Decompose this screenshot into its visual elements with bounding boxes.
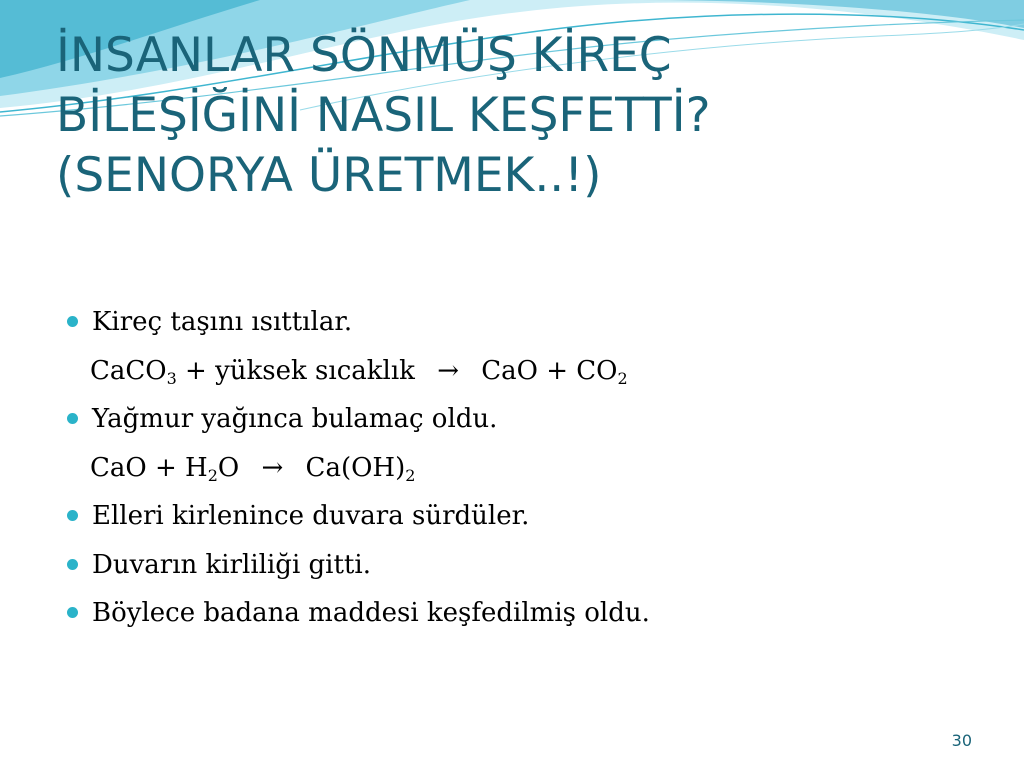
formula-part: + yüksek sıcaklık (176, 355, 415, 386)
bullet-text: Elleri kirlenince duvara sürdüler. (92, 501, 530, 531)
page-number: 30 (951, 731, 972, 750)
bullet-text: Yağmur yağınca bulamaç oldu. (92, 404, 498, 434)
bullet-item-5 (64, 589, 984, 638)
bullet-text: Kireç taşını ısıttılar. (92, 307, 353, 337)
bullet-item-4 (64, 541, 984, 590)
bullet-item-3 (64, 492, 984, 541)
bullet-dot-icon (67, 607, 78, 618)
slide-title (56, 26, 996, 206)
reaction-arrow-icon: → (261, 452, 284, 483)
formula-part: Ca(OH) (305, 452, 406, 483)
formula-part: O (217, 452, 240, 483)
bullet-text: Duvarın kirliliği gitti. (92, 549, 371, 580)
bullet-dot-icon (67, 316, 78, 327)
formula-part: CaCO (90, 355, 167, 386)
bullet-item-1 (64, 298, 984, 347)
formula-1 (64, 347, 984, 396)
content-list (64, 298, 984, 638)
formula-part: CaO + H (90, 452, 208, 483)
reaction-arrow-icon: → (437, 355, 459, 386)
formula-2 (64, 444, 984, 493)
formula-part: CaO + CO (481, 355, 618, 386)
formula-subscript: 2 (405, 465, 416, 485)
formula-subscript: 2 (617, 368, 628, 388)
title-line-3: (SENORYA ÜRETMEK..!) (56, 148, 602, 203)
formula-subscript: 3 (166, 368, 177, 388)
bullet-text: Böylece badana maddesi keşfedilmiş oldu. (92, 598, 650, 628)
title-line-1: İNSANLAR SÖNMÜŞ KİREÇ (56, 28, 672, 83)
bullet-item-2 (64, 395, 984, 444)
bullet-dot-icon (67, 510, 78, 521)
bullet-dot-icon (67, 413, 78, 424)
title-line-2: BİLEŞİĞİNİ NASIL KEŞFETTİ? (56, 88, 711, 143)
bullet-dot-icon (67, 559, 78, 570)
formula-subscript: 2 (207, 465, 218, 485)
